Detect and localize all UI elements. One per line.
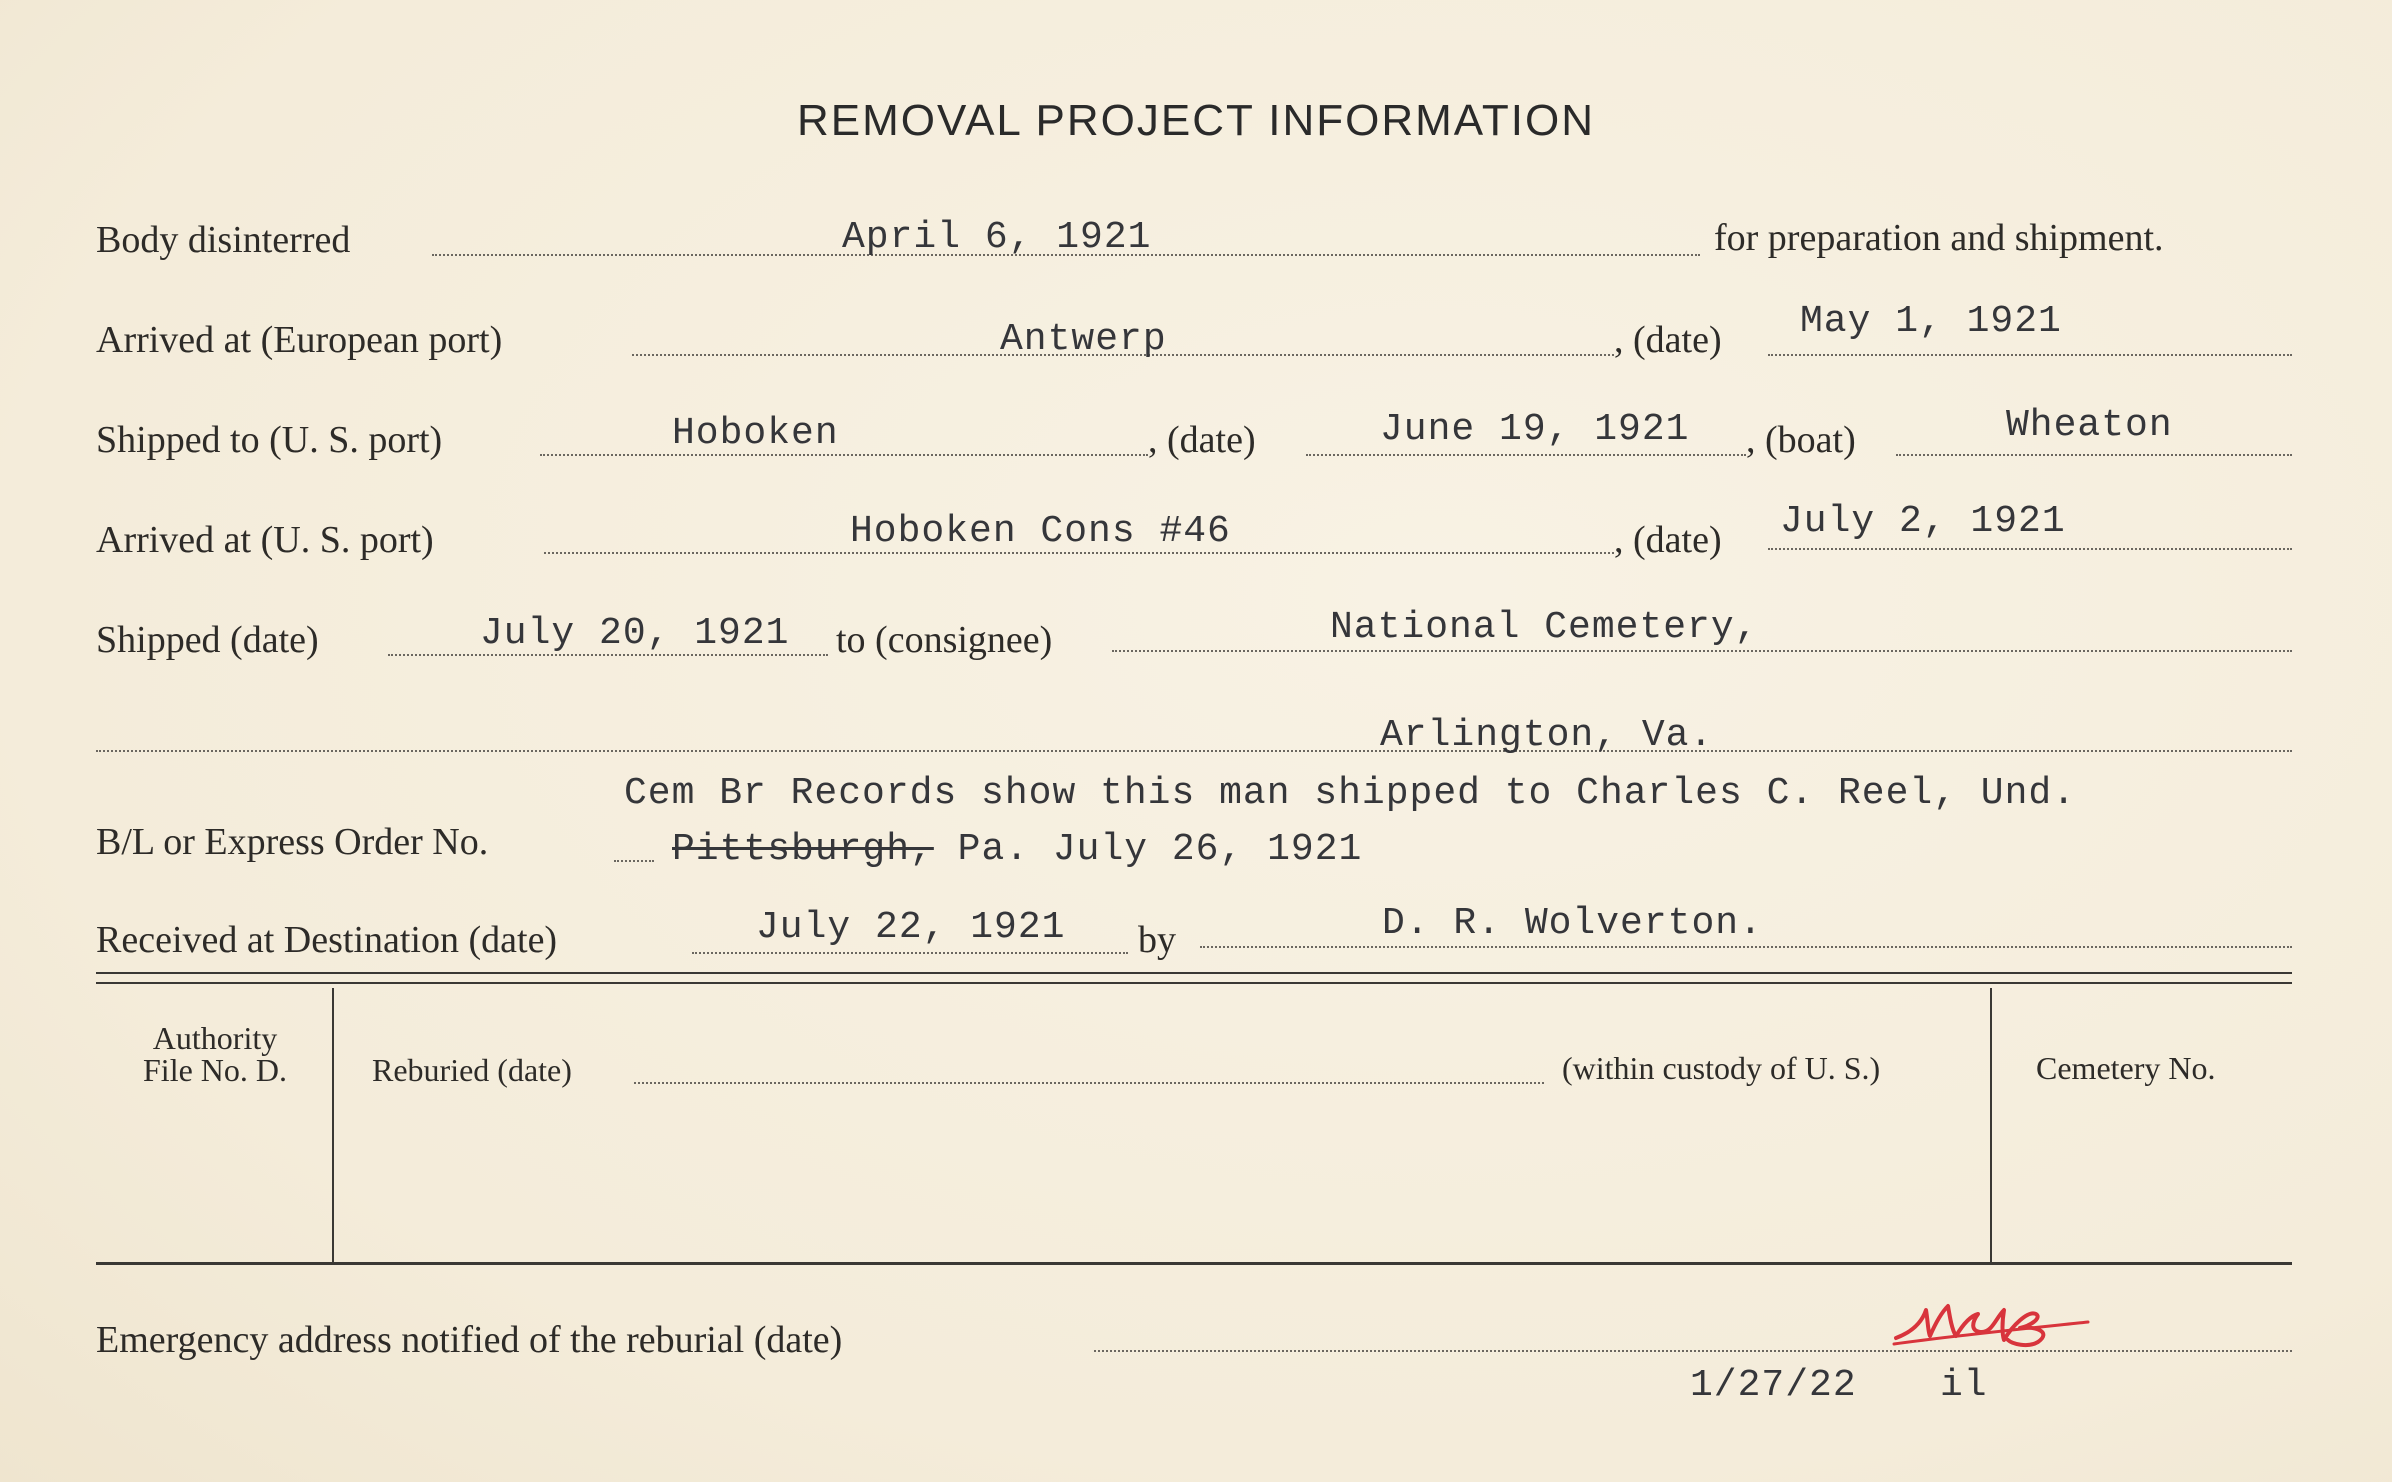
reburied-line <box>634 1082 1544 1084</box>
arrived-us-date-label: , (date) <box>1614 519 1722 561</box>
table-top-rule <box>96 972 2292 974</box>
received-by: D. R. Wolverton. <box>1382 902 1763 945</box>
shipped-us-boat-label: , (boat) <box>1746 419 1856 461</box>
bl-struck-value: Pittsburgh, <box>672 828 934 871</box>
arrived-us-port: Hoboken Cons #46 <box>850 510 1231 553</box>
page-title: REMOVAL PROJECT INFORMATION <box>797 96 1595 145</box>
received-label: Received at Destination (date) <box>96 919 558 961</box>
arrived-eu-date-label: , (date) <box>1614 319 1722 361</box>
received-by-line <box>1200 946 2292 948</box>
table-top-rule-2 <box>96 982 2292 984</box>
consignee-line2: Arlington, Va. <box>1380 714 1714 757</box>
reburied-label: Reburied (date) <box>372 1052 572 1088</box>
shipped-us-port: Hoboken <box>672 412 839 455</box>
shipped-us-boat-line <box>1896 454 2292 456</box>
shipped-date: July 20, 1921 <box>480 612 790 655</box>
custody-label: (within custody of U. S.) <box>1562 1050 1881 1086</box>
arrived-us-date: July 2, 1921 <box>1780 500 2066 543</box>
shipped-us-line <box>540 454 1148 456</box>
authority-label: Authority <box>152 1020 278 1056</box>
file-no-label: File No. D. <box>143 1052 287 1088</box>
shipped-us-boat: Wheaton <box>2006 404 2173 447</box>
bl-label: B/L or Express Order No. <box>96 821 489 863</box>
arrived-eu-date: May 1, 1921 <box>1800 300 2062 343</box>
shipped-date-label: Shipped (date) <box>96 619 319 661</box>
arrived-us-date-line <box>1768 548 2292 550</box>
received-date-line <box>692 952 1128 954</box>
table-divider-left <box>332 988 334 1264</box>
table-divider-right <box>1990 988 1992 1264</box>
consignee-label: to (consignee) <box>836 619 1053 661</box>
table-bottom-rule <box>96 1262 2292 1265</box>
consignee-line <box>1112 650 2292 652</box>
received-by-label: by <box>1138 919 1176 961</box>
emergency-initials: il <box>1940 1364 1988 1407</box>
bl-line <box>614 860 654 862</box>
disinterred-label: Body disinterred <box>96 219 351 261</box>
shipped-us-date-line <box>1306 454 1746 456</box>
records-note: Cem Br Records show this man shipped to Charles C. Reel, Und. <box>624 772 2077 815</box>
arrived-us-label: Arrived at (U. S. port) <box>96 519 434 561</box>
consignee: National Cemetery, <box>1330 606 1759 649</box>
cemetery-no-label: Cemetery No. <box>2036 1050 2216 1086</box>
disinterred-date: April 6, 1921 <box>842 216 1152 259</box>
shipped-us-date: June 19, 1921 <box>1380 408 1690 451</box>
arrived-eu-label: Arrived at (European port) <box>96 319 503 361</box>
emergency-date: 1/27/22 <box>1690 1364 1857 1407</box>
emergency-line <box>1094 1350 2292 1352</box>
disinterred-suffix: for preparation and shipment. <box>1714 217 2164 259</box>
consignee-line-2 <box>96 750 2292 752</box>
red-initials-signature <box>1892 1292 2092 1362</box>
shipped-us-date-label: , (date) <box>1148 419 1256 461</box>
arrived-eu-date-line <box>1768 354 2292 356</box>
bl-value: Pa. July 26, 1921 <box>933 828 1363 871</box>
received-date: July 22, 1921 <box>756 906 1066 949</box>
arrived-eu-port: Antwerp <box>1000 318 1167 361</box>
shipped-us-label: Shipped to (U. S. port) <box>96 419 443 461</box>
emergency-label: Emergency address notified of the reburial (date) <box>96 1319 843 1361</box>
